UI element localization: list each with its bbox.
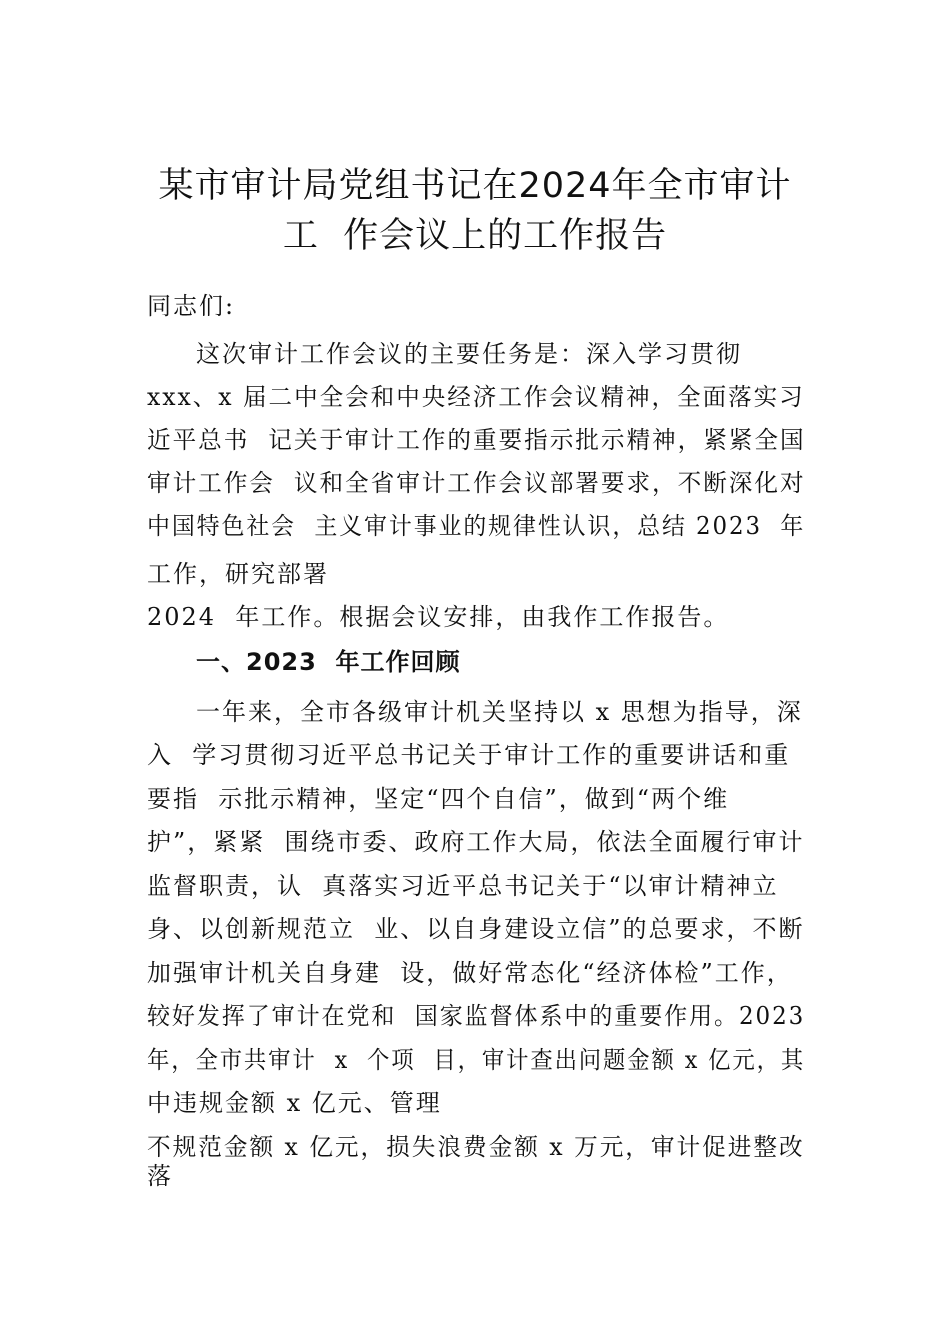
paragraph-1-line-5: 中国特色社会 主义审计事业的规律性认识，总结 2023 年 [147,512,806,540]
salutation: 同志们: [147,292,236,320]
paragraph-2-line-12: 落 [147,1162,173,1190]
section-1-heading: 一、2023 年工作回顾 [196,648,461,676]
paragraph-1-line-2: xxx、x 届二中全会和中央经济工作会议精神，全面落实习 [147,383,805,411]
document-title-line-1: 某市审计局党组书记在2024年全市审计 [158,166,792,206]
paragraph-1-line-3: 近平总书 记关于审计工作的重要指示批示精神，紧紧全国 [147,426,806,454]
paragraph-2-line-3: 要指 示批示精神，坚定“四个自信”，做到“两个维 [147,785,730,813]
paragraph-2-line-9: 年，全市共审计 x 个项 目，审计查出问题金额 x 亿元，其 [147,1046,806,1074]
paragraph-2-line-10: 中违规金额 x 亿元、管理 [147,1089,442,1117]
paragraph-2-line-5: 监督职责，认 真落实习近平总书记关于“以审计精神立 [147,872,779,900]
paragraph-2-line-7: 加强审计机关自身建 设，做好常态化“经济体检”工作， [147,959,793,987]
paragraph-1-line-6: 工作，研究部署 [147,560,329,588]
paragraph-2-line-1: 一年来，全市各级审计机关坚持以 x 思想为指导，深 [196,698,803,726]
paragraph-2-line-2: 入 学习贯彻习近平总书记关于审计工作的重要讲话和重 [147,741,791,769]
paragraph-2-line-11: 不规范金额 x 亿元，损失浪费金额 x 万元，审计促进整改 [147,1133,805,1161]
paragraph-1-line-1: 这次审计工作会议的主要任务是：深入学习贯彻 [196,340,742,368]
paragraph-1-line-4: 审计工作会 议和全省审计工作会议部署要求，不断深化对 [147,469,806,497]
document-title-line-2: 工 作会议上的工作报告 [282,216,668,256]
paragraph-2-line-8: 较好发挥了审计在党和 国家监督体系中的重要作用。2023 [147,1002,806,1030]
paragraph-1-line-7: 2024 年工作。根据会议安排，由我作工作报告。 [147,603,730,631]
paragraph-2-line-4: 护”，紧紧 围绕市委、政府工作大局，依法全面履行审计 [147,828,805,856]
paragraph-2-line-6: 身、以创新规范立 业、以自身建设立信”的总要求，不断 [147,915,805,943]
